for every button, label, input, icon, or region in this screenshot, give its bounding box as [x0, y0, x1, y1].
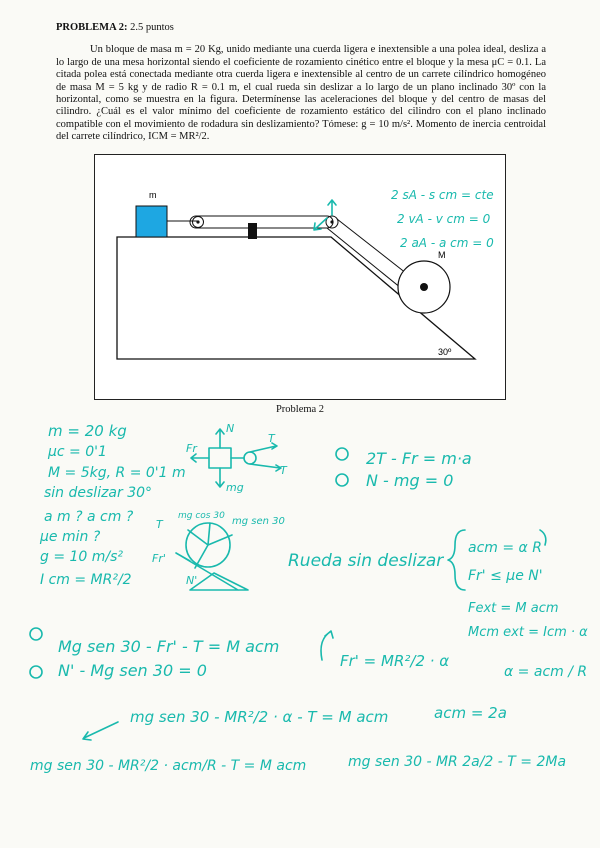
fbd-t1: T [268, 432, 275, 445]
mext-eq: Mcm ext = Icm · α [468, 625, 588, 640]
cylinder-fbd [152, 511, 285, 590]
arrow-sub [83, 722, 118, 740]
problem-header [56, 22, 546, 34]
arrow-to-fr [321, 631, 333, 660]
given-8: I cm = MR²/2 [40, 572, 132, 588]
block-equations [336, 448, 472, 490]
problem-figure [94, 154, 506, 400]
alpha-eq: α = acm / R [504, 664, 588, 680]
cylinder-center [420, 283, 428, 291]
rolling-brace-right [540, 530, 546, 545]
block-eq-2: N - mg = 0 [366, 471, 454, 490]
cyl-fbd-t: T [156, 518, 163, 531]
fbd-fr: Fr [186, 442, 197, 455]
cyl-fbd-fr: Fr' [152, 552, 166, 565]
given-3: M = 5kg, R = 0'1 m [48, 465, 186, 481]
cyl-eq-1: Mg sen 30 - Fr' - T = M acm [58, 637, 280, 656]
sub-eq-3: mg sen 30 - MR 2a/2 - T = 2Ma [348, 754, 567, 770]
block [136, 206, 167, 237]
cyl-fbd-mgsen: mg sen 30 [232, 516, 285, 527]
given-1: m = 20 kg [48, 422, 127, 440]
fr-prime-eq: Fr' = MR²/2 · α [340, 652, 450, 670]
fbd-mg: mg [226, 481, 244, 494]
block-eq-1: 2T - Fr = m·a [366, 449, 472, 468]
eq-marker-3 [30, 628, 42, 640]
rolling-brace [448, 530, 465, 590]
eq-marker-1 [336, 448, 348, 460]
cyl-fbd-mgcos: mg cos 30 [178, 511, 225, 521]
figure-caption: Problema 2 [275, 404, 325, 415]
figure-hand-arrows [314, 200, 336, 230]
cyl-eq-2: N' - Mg sen 30 = 0 [58, 661, 207, 680]
eq-marker-2 [336, 474, 348, 486]
sub-eq-1: mg sen 30 - MR²/2 · α - T = M acm [130, 708, 389, 726]
problem-text: Un bloque de masa m = 20 Kg, unido mediante una cuerda ligera e inextensible a una polea ideal, desliza a lo largo de una mesa horizontal siendo el coeficiente de rozamiento cinético entre el bloque y la mesa μC = 0.1. La citada polea está conectada mediante otra cuerda ligera e inextensible al centro de un carrete cilíndrico homogéneo de masa M = 5 kg y de radio R = 0.1 m, el cual rueda sin deslizar a lo largo de un plano inclinado 30º con la horizontal, como se muestra en la figura. Determínense las aceleraciones del bloque y del centro de masas del cilindro. ¿Cuál es el valor mínimo del coeficiente de rozamiento estático del cilindro con el plano inclinado compatible con el movimiento de rodadura sin deslizamiento? Tómese: g = 10 m/s². Momento de inercia centroidal del carrete cilíndrico, ICM = MR²/2. [56, 44, 546, 143]
eq-marker-4 [30, 666, 42, 678]
figure-note-3: 2 aA - a cm = 0 [400, 236, 494, 250]
angle-label: 30º [438, 347, 452, 357]
rolling-cond-1: acm = α R [468, 540, 542, 556]
rolling-cond-2: Fr' ≤ μe N' [468, 568, 543, 584]
cord-anchor [248, 223, 257, 239]
figure-diagram [95, 155, 505, 399]
cyl-fbd-n: N' [186, 574, 198, 587]
figure-note-2: 2 vA - v cm = 0 [397, 212, 491, 226]
pulley-cord-loop [190, 216, 333, 228]
fbd-pulley [244, 452, 256, 464]
given-5: a m ? a cm ? [44, 509, 134, 525]
givens-list [39, 422, 186, 588]
fbd-t2: T [280, 464, 287, 477]
given-2: μc = 0'1 [48, 444, 107, 460]
rolling-title: Rueda sin deslizar [288, 551, 444, 571]
cylinder-label: M [438, 250, 446, 260]
fbd-block [209, 448, 231, 468]
fbd-n: N [226, 422, 235, 435]
acm-relation: acm = 2a [434, 704, 507, 722]
fbd-cylinder [186, 523, 230, 567]
block-label: m [149, 190, 157, 200]
figure-note-1: 2 sA - s cm = cte [391, 188, 494, 202]
fixed-pulley-axle [330, 220, 333, 223]
given-6: μe min ? [40, 529, 101, 545]
problem-heading: PROBLEMA 2: [56, 22, 128, 33]
moving-pulley-axle [196, 220, 199, 223]
sub-eq-2: mg sen 30 - MR²/2 · acm/R - T = M acm [30, 758, 307, 774]
given-4: sin deslizar 30° [44, 485, 153, 501]
problem-points: 2.5 puntos [130, 22, 174, 33]
block-fbd [186, 422, 288, 494]
problem-statement [56, 22, 546, 144]
given-7: g = 10 m/s² [40, 549, 124, 565]
fext-eq: Fext = M acm [468, 601, 559, 616]
